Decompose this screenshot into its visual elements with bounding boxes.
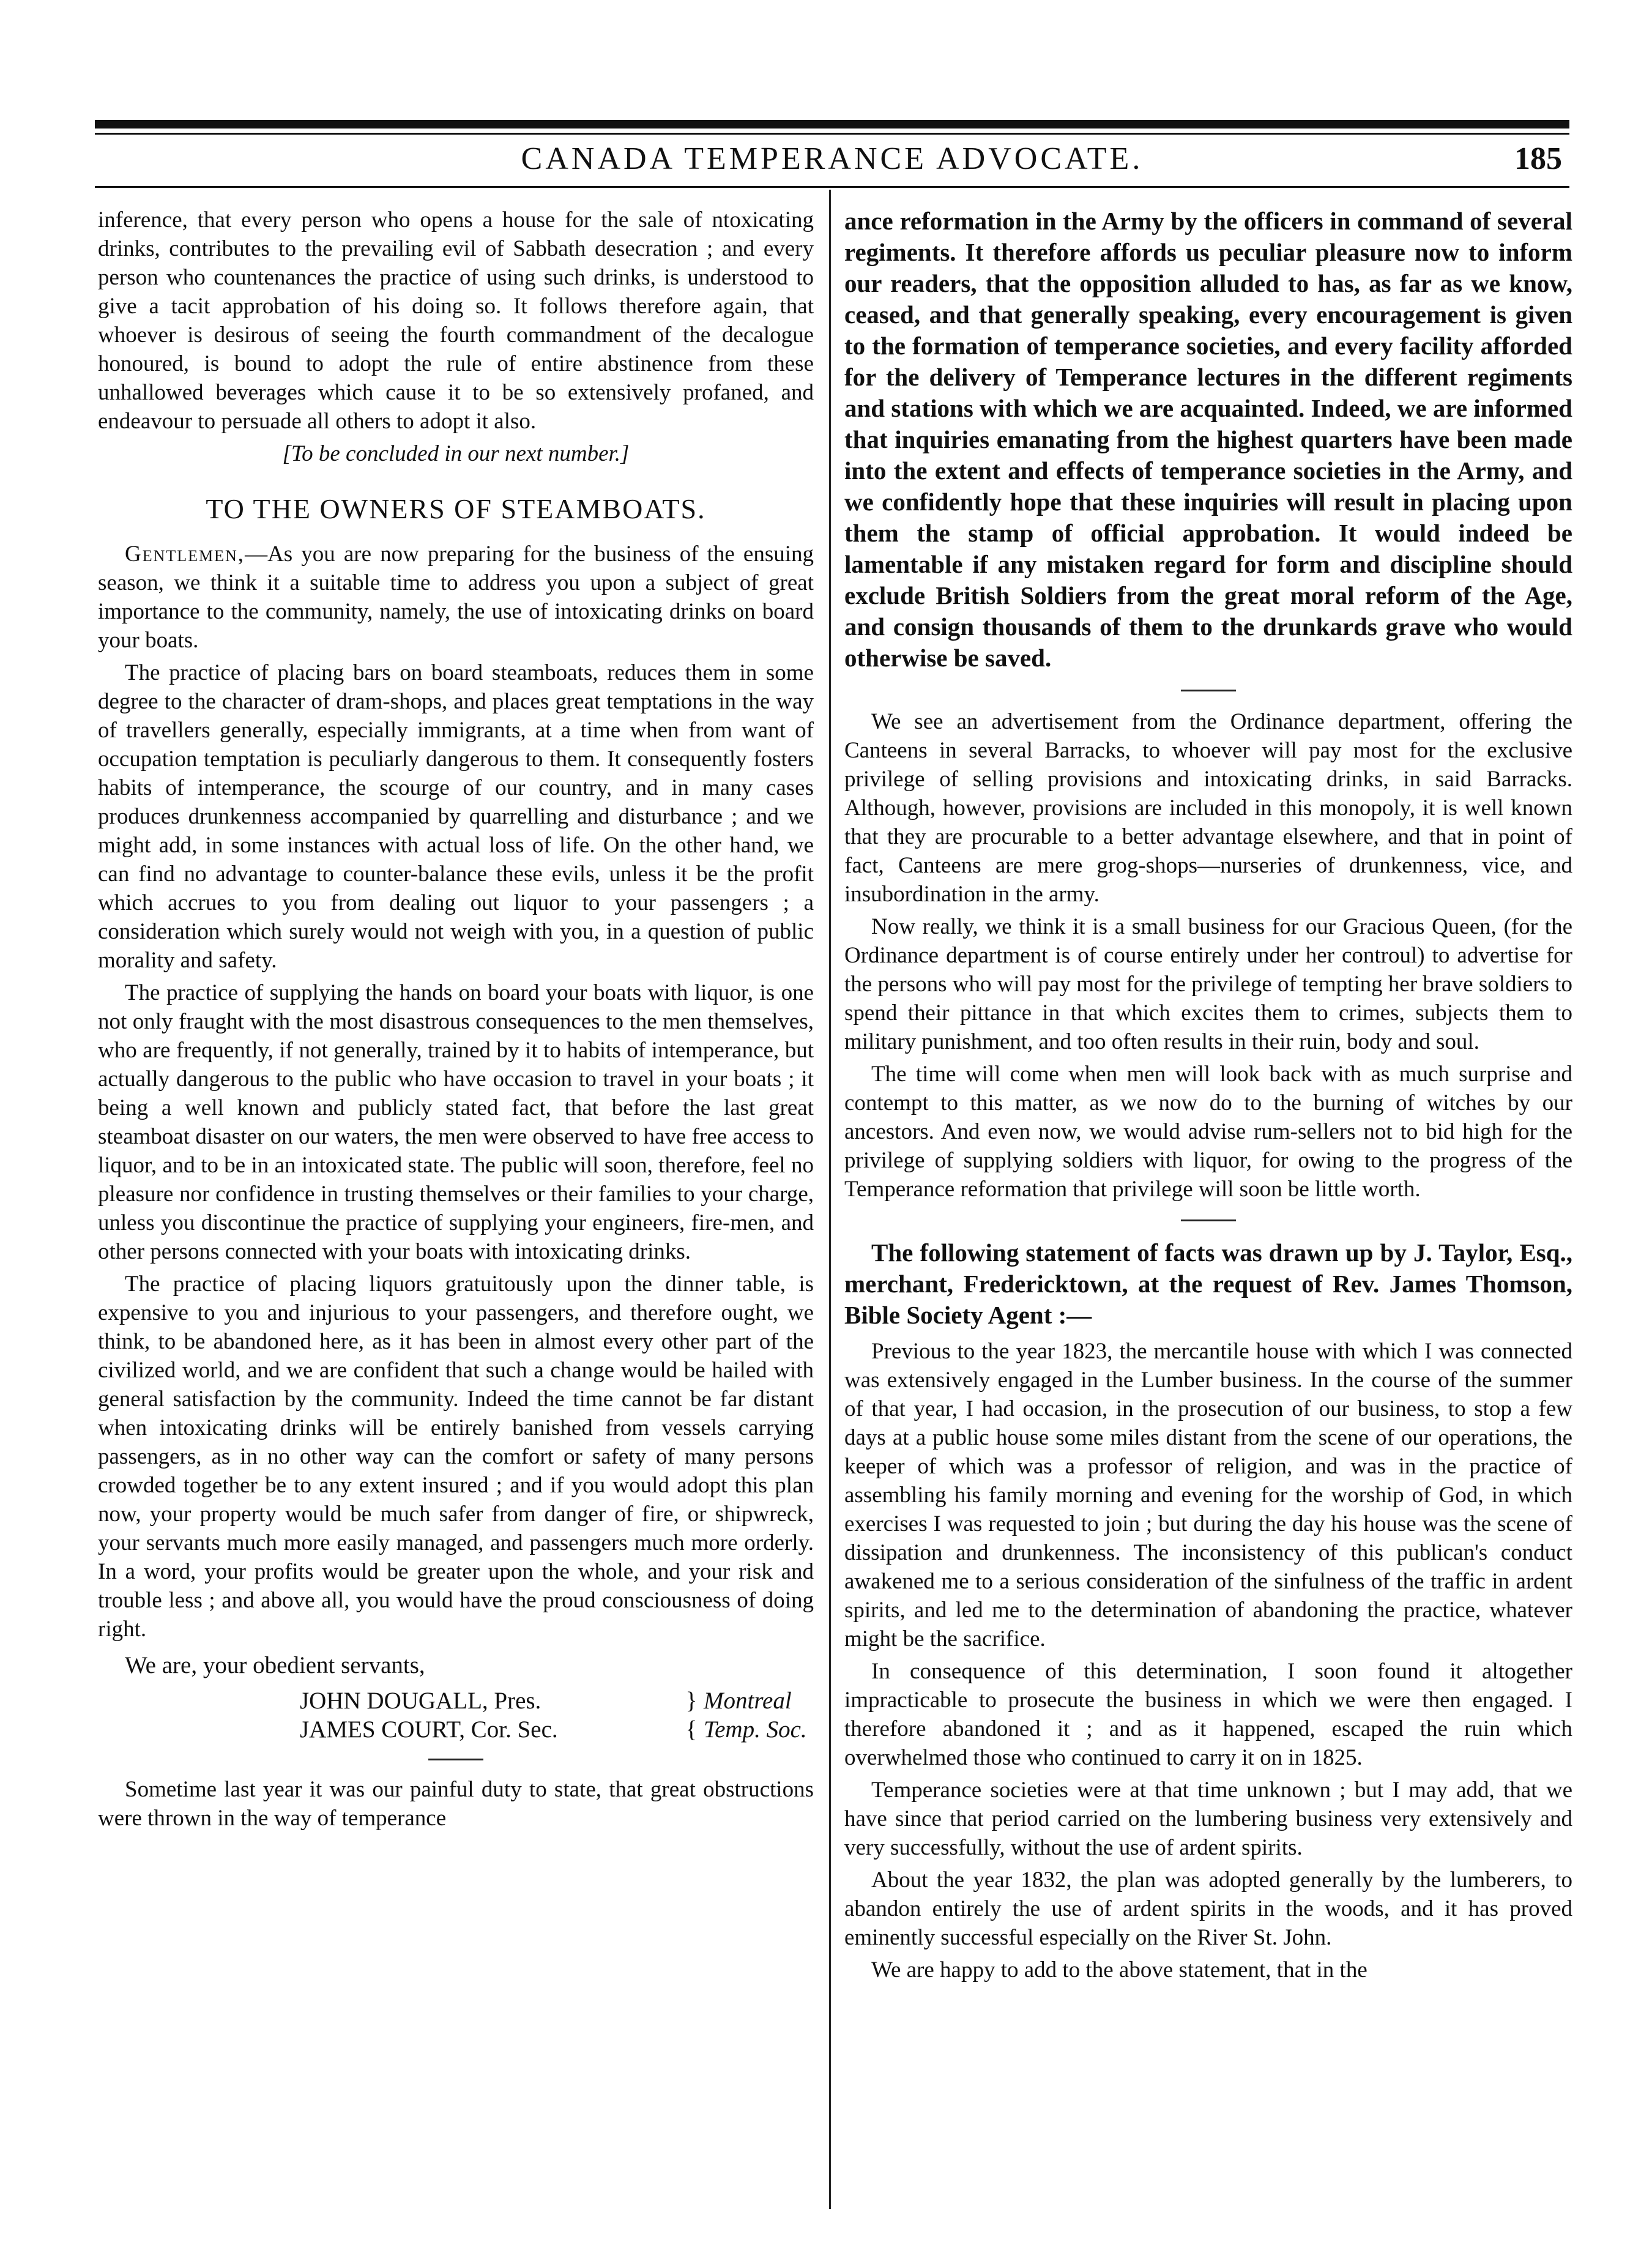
- signature-1-name: JOHN DOUGALL, Pres.: [300, 1688, 541, 1714]
- section-rule: [428, 1759, 483, 1760]
- statement-paragraph-3: Temperance societies were at that time unknown ; but I may add, that we have since that period carried on the lumbering business very extensively and very successfully, without the use of ardent spirits.: [844, 1778, 1572, 1860]
- statement-intro: The following statement of facts was drawn up by J. Taylor, Esq., merchant, Fredericktown, at the request of Rev. James Thomson, Bible Society Agent :—: [844, 1238, 1572, 1329]
- page-header: [95, 136, 1569, 190]
- header-rule-thin: [95, 133, 1569, 135]
- left-paragraph-army: Sometime last year it was our painful duty to state, that great obstructions were thrown in the way of temperance: [98, 1777, 814, 1831]
- page-number: 185: [1514, 141, 1562, 176]
- header-rule-thick: [95, 120, 1569, 128]
- right-paragraph-time: The time will come when men will look back with as much surprise and contempt to this matter, as we now do to the burning of witches by our ancestors. And even now, we would advise rum-sellers not to bid high for the privilege of supplying soldiers with liquor, for owing to the progress of the Temperance reformation that privilege will soon be little worth.: [844, 1062, 1572, 1202]
- signature-1-org: Montreal: [704, 1688, 792, 1714]
- statement-paragraph-1: Previous to the year 1823, the mercantile house with which I was connected was extensively engaged in the Lumber business. In the course of the summer of that year, I had occasion, in the prosecution of our business, to stop a few days at a public house some miles distant from the scene of our operations, the keeper of which was a professor of religion, and was in the practice of assembling his family morning and evening for the worship of God, in which exercises I was requested to join ; but during the day his house was the scene of dissipation and drunkenness. The inconsistency of this publican's conduct awakened me to a serious consideration of the sinfulness of the traffic in ardent spirits, and led me to the determination of abandoning the practice, whatever might be the sacrifice.: [844, 1339, 1572, 1651]
- statement-paragraph-5: We are happy to add to the above statement, that in the: [871, 1957, 1367, 1983]
- brace-top: }: [685, 1688, 698, 1714]
- left-paragraph-dinner: The practice of placing liquors gratuitously upon the dinner table, is expensive to you and injurious to your passengers, and therefore ought, we think, to be abandoned here, as it has been in almost every other part of the civilized world, and we are confident that such a change would be hailed with general satisfaction by the community. Indeed the time cannot be far distant when intoxicating drinks will be entirely banished from vessels carrying passengers, as in no other way can the comfort or safety of many persons crowded together be to any extent insured ; and if you would adopt this plan now, your property would be much safer from danger of fire, or shipwreck, your servants much more easily managed, and passengers much more orderly. In a word, your profits would be greater upon the whole, and your risk and trouble less ; and above all, you would have the proud consciousness of doing right.: [98, 1272, 814, 1642]
- left-paragraph-1: inference, that every person who opens a house for the sale of ntoxicating drinks, contributes to the prevailing evil of Sabbath desecration ; and every person who countenances the practice of using such drinks, is understood to give a tacit approbation of his doing so. It follows therefore again, that whoever is desirous of seeing the fourth commandment of the decalogue honoured, is bound to adopt the rule of entire abstinence from these unhallowed beverages which cause it to be so extensively profaned, and endeavour to persuade all others to adopt it also.: [98, 207, 814, 434]
- statement-paragraph-4: About the year 1832, the plan was adopted generally by the lumberers, to abandon entirely the use of ardent spirits in the woods, and it has proved eminently successful especially on the River St. John.: [844, 1867, 1572, 1950]
- left-paragraph-hands: The practice of supplying the hands on board your boats with liquor, is one not only fraught with the most disastrous consequences to the men themselves, who are frequently, if not generally, trained by it to habits of intemperance, but actually dangerous to the public who have occasion to travel in your boats ; it being a well known and publicly stated fact, that before the last great steamboat disaster on our waters, the men were observed to have free access to liquor, and to be in an intoxicated state. The public will soon, therefore, feel no pleasure nor confidence in trusting themselves or their families to your charge, unless you discontinue the practice of supplying your engineers, fire-men, and other persons connected with your boats with intoxicating drinks.: [98, 980, 814, 1264]
- page-title: CANADA TEMPERANCE ADVOCATE.: [521, 141, 1144, 176]
- to-be-concluded-note: [To be concluded in our next number.]: [282, 441, 630, 466]
- header-rule-under: [95, 186, 1569, 188]
- right-rule-1: [1181, 690, 1236, 691]
- column-divider: [829, 190, 831, 2209]
- right-paragraph-queen: Now really, we think it is a small business for our Gracious Queen, (for the Ordinance department is of course entirely under her controul) to advertise for the persons who will pay most for the privilege of tempting her brave soldiers to spend their pittance in that which excites them to crimes, subjects them to military punishment, and too often results in their ruin, body and soul.: [844, 914, 1572, 1054]
- signature-2-name: JAMES COURT, Cor. Sec.: [300, 1716, 558, 1743]
- statement-paragraph-2: In consequence of this determination, I soon found it altogether impracticable to prosecute the business in which we were then engaged. I therefore abandoned it ; and as it happened, escaped the ruin which overwhelmed those who continued to carry it on in 1825.: [844, 1659, 1572, 1770]
- right-paragraph-canteens: We see an advertisement from the Ordinance department, offering the Canteens in several Barracks, to whoever will pay most for the exclusive privilege of selling provisions and intoxicating drinks, in said Barracks. Although, however, provisions are included in this monopoly, it is well known that they are procurable to a better advantage elsewhere, and that in point of fact, Canteens are mere grog-shops—nurseries of drunkenness, vice, and insubordination in the army.: [844, 709, 1572, 907]
- salutation: Gentlemen,: [125, 542, 245, 567]
- brace-bottom: {: [685, 1716, 698, 1743]
- signature-2-org: Temp. Soc.: [704, 1716, 807, 1743]
- right-rule-2: [1181, 1220, 1236, 1221]
- closing-line: We are, your obedient servants,: [125, 1652, 425, 1678]
- steamboats-intro: [98, 540, 814, 655]
- right-paragraph-army: ance reformation in the Army by the officers in command of several regiments. It therefore affords us peculiar pleasure now to inform our readers, that the opposition alluded to has, as far as we know, ceased, and that generally speaking, every encouragement is given to the formation of temperance societies, and every facility afforded for the delivery of Temperance lectures in the different regiments and stations with which we are acquainted. Indeed, we are informed that inquiries emanating from the highest quarters have been made into the extent and effects of temperance societies in the Army, and we confidently hope that these inquiries will result in placing upon them the stamp of official approbation. It would indeed be lamentable if any mistaken regard for form and discipline should exclude British Soldiers from the great moral reform of the Age, and consign thousands of them to the drunkards grave who would otherwise be saved.: [844, 207, 1572, 672]
- left-paragraph-bars: The practice of placing bars on board steamboats, reduces them in some degree to the character of dram-shops, and places great temptations in the way of travellers generally, especially immigrants, at a time when from want of occupation temptation is peculiarly dangerous to them. It consequently fosters habits of intemperance, the scourge of our country, and in many cases produces drunkenness accompanied by quarrelling and disturbance ; and we might add, in some instances with actual loss of life. On the other hand, we can find no advantage to counter-balance these evils, unless it be the profit which accrues to you from dealing out liquor to your passengers ; a consideration which surely would not weigh with you, in a question of public morality and safety.: [98, 660, 814, 973]
- right-column: [844, 206, 1572, 1988]
- signatures: [300, 1686, 814, 1744]
- steamboats-heading: TO THE OWNERS OF STEAMBOATS.: [206, 493, 706, 524]
- steamboats-intro-text: —As you are now preparing for the business of the ensuing season, we think it a suitable time to address you upon a subject of great importance to the community, namely, the use of intoxicating drinks on board your boats.: [98, 542, 814, 653]
- left-column: [98, 206, 814, 1836]
